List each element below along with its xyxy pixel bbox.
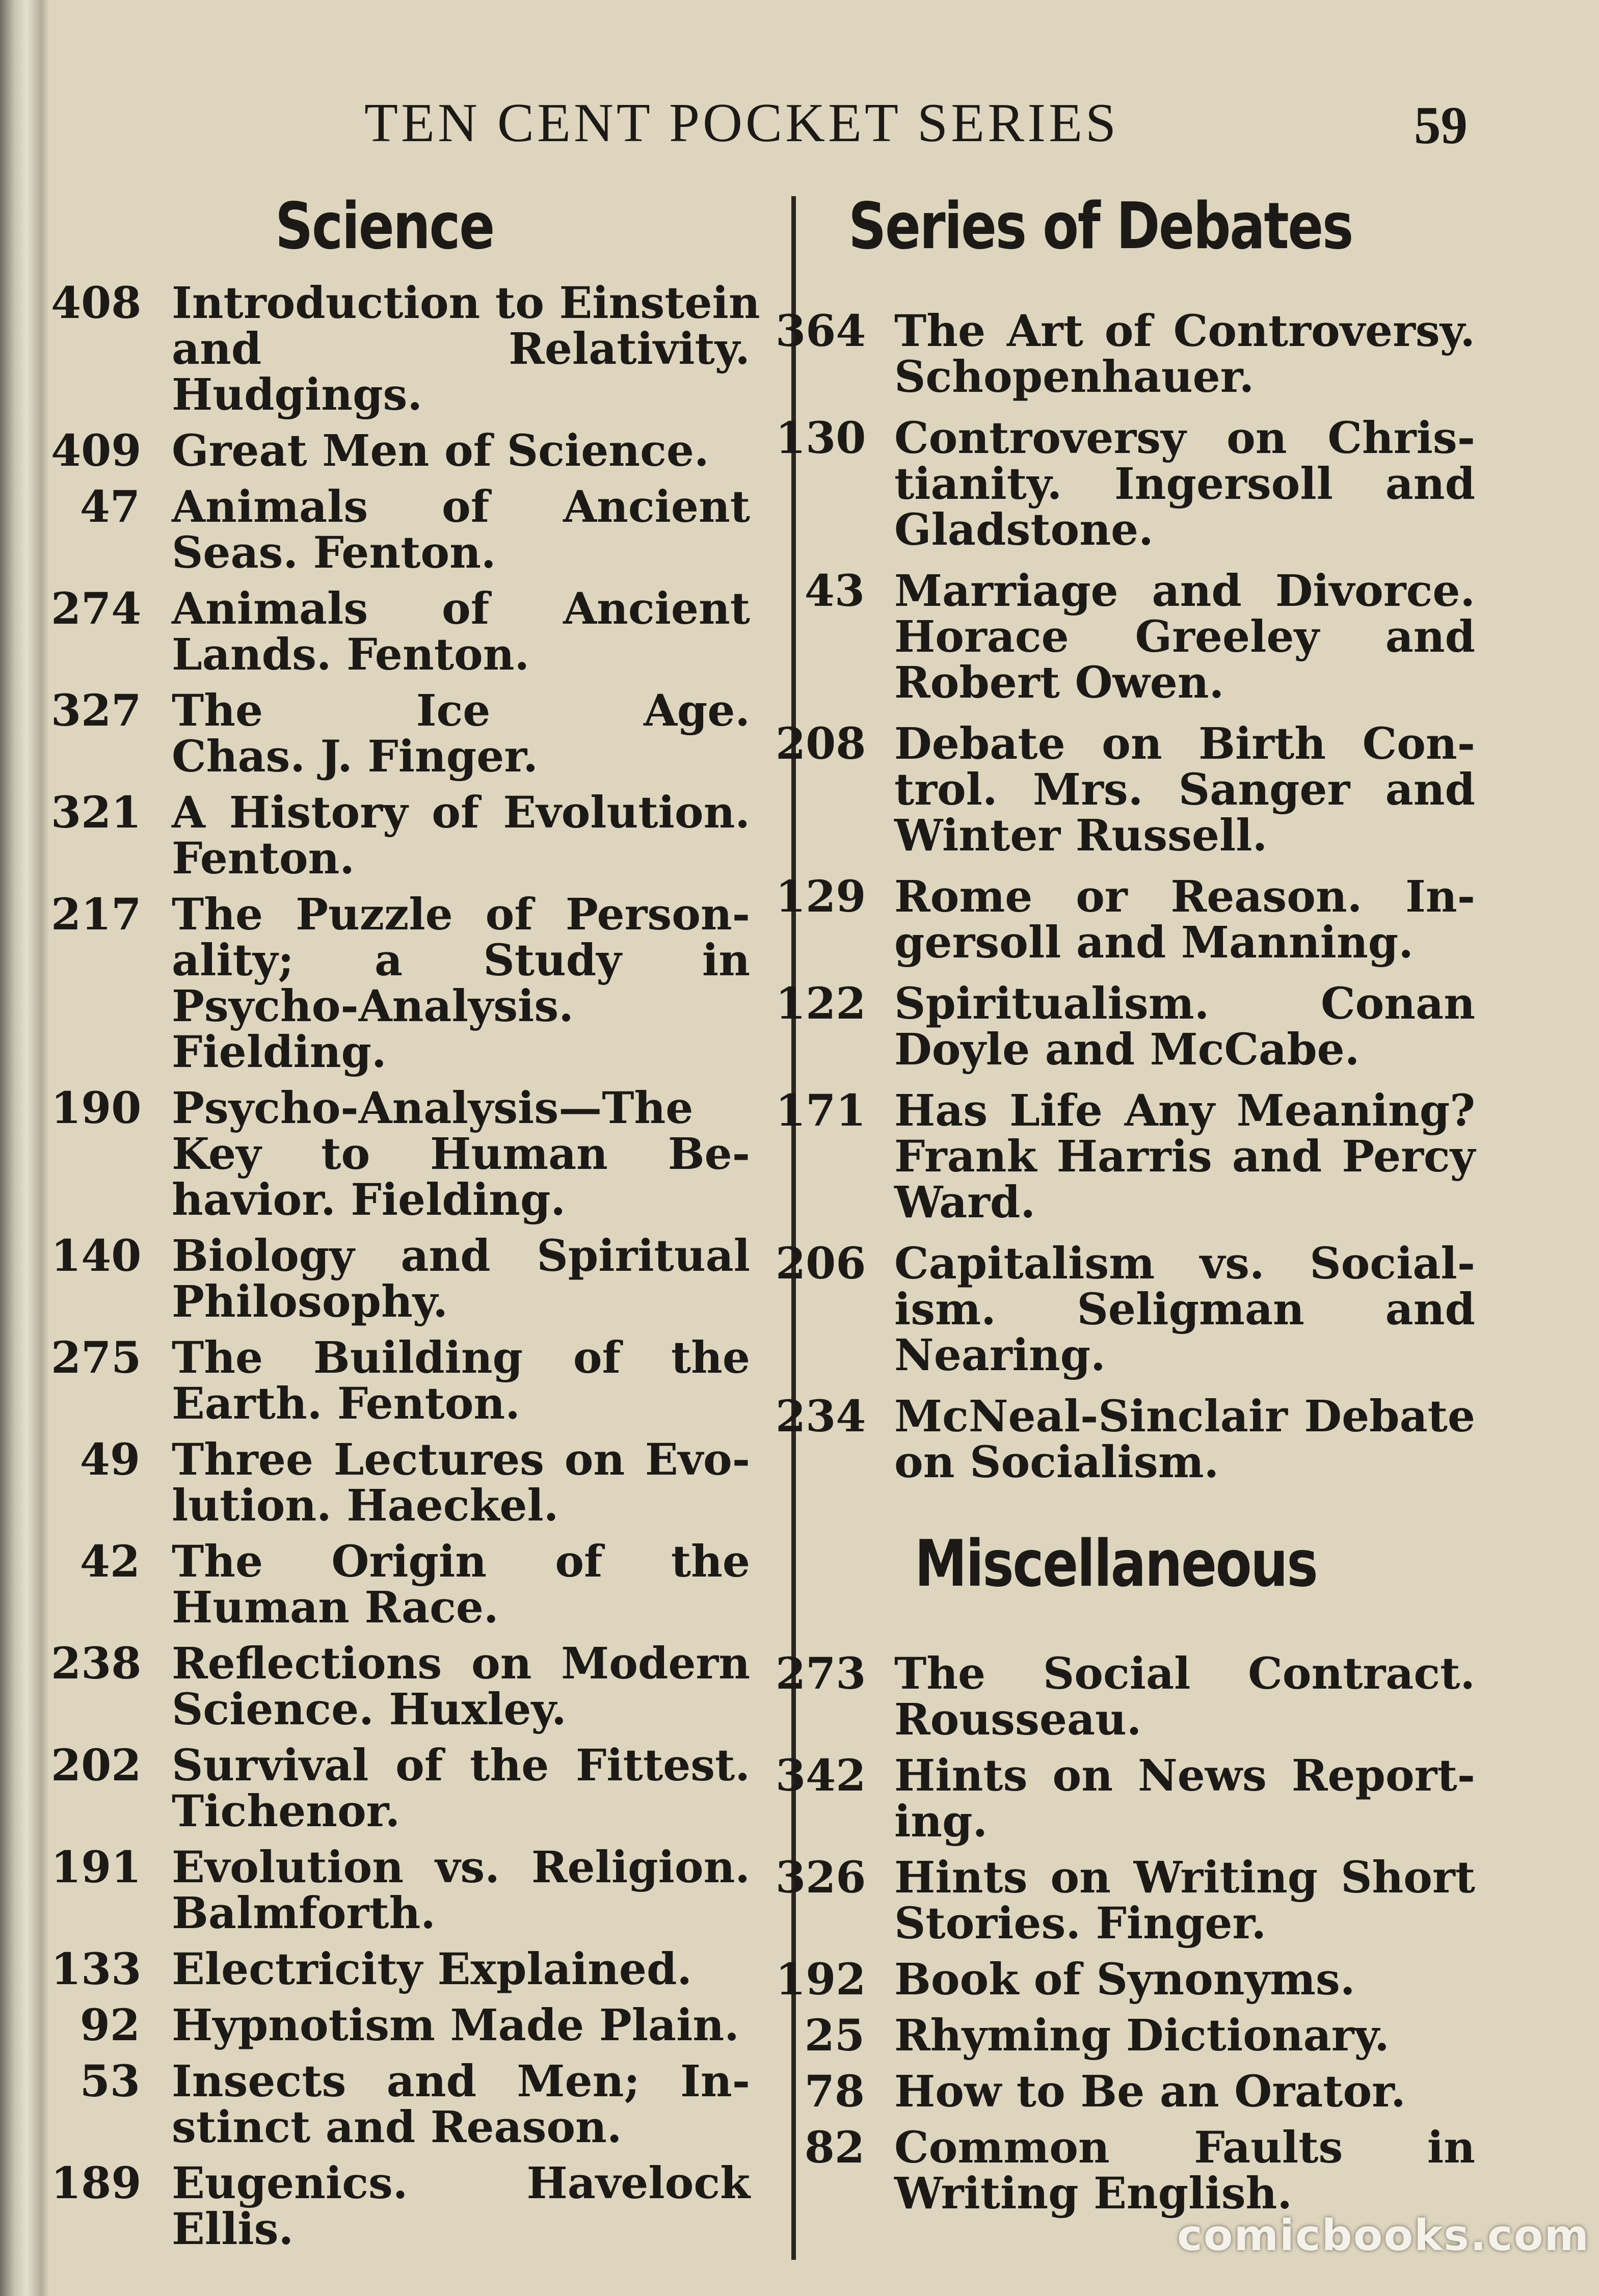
entry-line: Spiritualism. Conan: [894, 978, 1475, 1029]
section-heading-science: Science: [275, 189, 494, 263]
entry-number: 140: [51, 1231, 142, 1282]
entry-line: Three Lectures on Evo-: [172, 1434, 750, 1485]
entry-line: Marriage and Divorce.: [894, 566, 1475, 617]
entry-line: The Ice Age.: [172, 685, 750, 736]
entry-line: Nearing.: [894, 1330, 1106, 1381]
entry-title: [172, 787, 750, 884]
entry-line: Electricity Explained.: [172, 1944, 692, 1995]
entry-number: 234: [776, 1391, 866, 1442]
section-heading-misc: Miscellaneous: [915, 1526, 1317, 1601]
entry-line: Frank Harris and Percy: [894, 1131, 1475, 1182]
entry-line: Hints on Writing Short: [894, 1852, 1475, 1903]
entry-title: [894, 1648, 1475, 1745]
entry-line: Balmforth.: [172, 1888, 436, 1939]
entry-line: The Building of the: [172, 1332, 750, 1383]
entry-number: 129: [776, 871, 866, 922]
entry-line: Gladstone.: [894, 504, 1154, 555]
entry-line: Common Faults in: [894, 2122, 1475, 2173]
entry-line: Book of Synonyms.: [894, 1954, 1355, 2005]
entry-line: Hints on News Report-: [894, 1750, 1475, 1801]
entry-number: 327: [51, 685, 142, 736]
entry-line: and Relativity.: [172, 324, 750, 375]
entry-number: 122: [776, 978, 866, 1029]
entry-line: Has Life Any Meaning?: [894, 1085, 1475, 1136]
entry-number: 202: [51, 1740, 142, 1791]
entry-title: [894, 568, 1475, 706]
entry-line: on Socialism.: [894, 1437, 1219, 1488]
entry-line: Science. Huxley.: [172, 1684, 567, 1735]
entry-line: Psycho-Analysis.: [172, 981, 574, 1032]
entry-line: Ward.: [894, 1177, 1035, 1228]
entry-line: Chas. J. Finger.: [172, 731, 538, 782]
entry-title: [172, 1842, 750, 1939]
entry-title: [172, 484, 750, 576]
entry-title: [172, 425, 750, 476]
entry-number: 78: [804, 2066, 865, 2117]
entry-line: The Social Contract.: [894, 1648, 1475, 1699]
entry-line: Fielding.: [172, 1027, 387, 1078]
entry-title: [172, 2158, 750, 2255]
entry-number: 133: [51, 1944, 142, 1995]
entry-line: havior. Fielding.: [172, 1174, 566, 1225]
entry-line: Psycho-Analysis—The: [172, 1083, 694, 1134]
entry-number: 192: [776, 1954, 866, 2005]
column-divider: [791, 196, 796, 2260]
entry-number: 206: [776, 1238, 866, 1289]
entry-title: [172, 1233, 750, 1325]
entry-line: Survival of the Fittest.: [172, 1740, 750, 1791]
entry-title: [894, 978, 1475, 1075]
entry-line: Hudgings.: [172, 369, 422, 420]
entry-line: Ellis.: [172, 2204, 294, 2255]
entry-line: ality; a Study in: [172, 935, 750, 986]
catalog-page: [48, 0, 1599, 2296]
entry-number: 326: [776, 1852, 866, 1903]
entry-line: ing.: [894, 1796, 988, 1847]
entry-number: 53: [79, 2056, 140, 2107]
entry-line: The Puzzle of Person-: [172, 889, 750, 940]
entry-title: [172, 583, 750, 680]
page-number: 59: [1414, 95, 1468, 155]
entry-number: 49: [79, 1434, 140, 1485]
entry-title: [894, 2122, 1475, 2219]
entry-line: Key to Human Be-: [172, 1129, 750, 1180]
entry-line: A History of Evolution.: [172, 787, 750, 838]
entry-line: Schopenhauer.: [894, 352, 1255, 403]
entry-line: Lands. Fenton.: [172, 629, 530, 680]
entry-number: 191: [51, 1842, 142, 1893]
entry-line: Introduction to Einstein: [172, 278, 760, 329]
entry-line: Tichenor.: [172, 1786, 401, 1837]
entry-number: 321: [51, 787, 142, 838]
entry-line: The Origin of the: [172, 1536, 750, 1587]
entry-number: 217: [51, 889, 142, 940]
entry-number: 92: [79, 2000, 140, 2051]
entry-title: [172, 1536, 750, 1633]
entry-line: Animals of Ancient: [172, 583, 750, 634]
entry-line: Winter Russell.: [894, 810, 1268, 861]
entry-number: 409: [51, 425, 142, 476]
entry-line: Fenton.: [172, 833, 355, 884]
entry-line: Horace Greeley and: [894, 611, 1475, 662]
entry-line: Robert Owen.: [894, 657, 1224, 708]
entry-line: Rousseau.: [894, 1694, 1142, 1745]
entry-line: Debate on Birth Con-: [894, 718, 1475, 769]
book-binding-edge: [0, 0, 48, 2296]
entry-title: [894, 1085, 1475, 1228]
entry-title: [894, 415, 1475, 553]
entry-line: Rhyming Dictionary.: [894, 2010, 1390, 2061]
entry-line: Controversy on Chris-: [894, 413, 1475, 464]
entry-title: [172, 1085, 750, 1223]
entry-number: 47: [79, 482, 140, 532]
entry-number: 238: [51, 1638, 142, 1689]
entry-number: 43: [804, 566, 865, 617]
entry-line: Human Race.: [172, 1582, 499, 1633]
entry-number: 364: [776, 306, 866, 357]
entry-number: 130: [776, 413, 866, 464]
entry-line: ism. Seligman and: [894, 1284, 1475, 1335]
entry-line: How to Be an Orator.: [894, 2066, 1406, 2117]
entry-number: 408: [51, 278, 142, 329]
entry-line: Rome or Reason. In-: [894, 871, 1475, 922]
entry-title: [894, 1750, 1475, 1847]
entry-title: [172, 685, 750, 782]
entry-line: Great Men of Science.: [172, 425, 709, 476]
entry-title: [172, 1740, 750, 1837]
entry-title: [172, 889, 750, 1078]
entry-number: 208: [776, 718, 866, 769]
entry-line: Earth. Fenton.: [172, 1378, 520, 1429]
entry-line: Insects and Men; In-: [172, 2056, 750, 2107]
entry-line: Stories. Finger.: [894, 1898, 1267, 1949]
entry-line: Eugenics. Havelock: [172, 2158, 750, 2209]
entry-line: McNeal-Sinclair Debate: [894, 1391, 1475, 1442]
entry-line: lution. Haeckel.: [172, 1480, 559, 1531]
entry-number: 190: [51, 1083, 142, 1134]
entry-line: Philosophy.: [172, 1276, 448, 1327]
running-title: TEN CENT POCKET SERIES: [364, 93, 1120, 153]
entry-line: Seas. Fenton.: [172, 527, 496, 578]
section-heading-debates: Series of Debates: [848, 189, 1352, 263]
entry-title: [172, 1638, 750, 1735]
entry-title: [894, 2066, 1475, 2117]
entry-line: The Art of Controversy.: [894, 306, 1475, 357]
entry-line: trol. Mrs. Sanger and: [894, 764, 1475, 815]
entry-line: Animals of Ancient: [172, 482, 750, 532]
entry-line: Evolution vs. Religion.: [172, 1842, 750, 1893]
entry-title: [894, 2010, 1475, 2061]
entry-line: gersoll and Manning.: [894, 917, 1414, 968]
entry-number: 42: [79, 1536, 140, 1587]
entry-number: 273: [776, 1648, 866, 1699]
entry-number: 189: [51, 2158, 142, 2209]
entry-line: Doyle and McCabe.: [894, 1024, 1360, 1075]
entry-line: Capitalism vs. Social-: [894, 1238, 1475, 1289]
entry-number: 25: [804, 2010, 865, 2061]
entry-line: Hypnotism Made Plain.: [172, 2000, 739, 2051]
entry-title: [894, 1238, 1475, 1381]
entry-line: Biology and Spiritual: [172, 1231, 750, 1282]
entry-number: 342: [776, 1750, 866, 1801]
entry-line: stinct and Reason.: [172, 2102, 622, 2153]
entry-title: [172, 2056, 750, 2153]
entry-line: Writing English.: [894, 2168, 1292, 2219]
entry-line: tianity. Ingersoll and: [894, 459, 1475, 510]
entry-title: [894, 1391, 1475, 1488]
entry-title: [894, 871, 1475, 968]
entry-title: [894, 1954, 1475, 2005]
entry-title: [172, 2000, 750, 2051]
entry-title: [894, 306, 1475, 403]
entry-title: [894, 1852, 1475, 1949]
entry-number: 274: [51, 583, 142, 634]
entry-title: [172, 1944, 750, 1995]
entry-title: [172, 278, 760, 420]
entry-title: [894, 718, 1475, 861]
watermark: comicbooks.com: [1177, 2210, 1590, 2260]
entry-title: [172, 1332, 750, 1429]
entry-line: Reflections on Modern: [172, 1638, 750, 1689]
entry-number: 171: [776, 1085, 866, 1136]
entry-number: 275: [51, 1332, 142, 1383]
entry-title: [172, 1434, 750, 1531]
entry-number: 82: [804, 2122, 865, 2173]
